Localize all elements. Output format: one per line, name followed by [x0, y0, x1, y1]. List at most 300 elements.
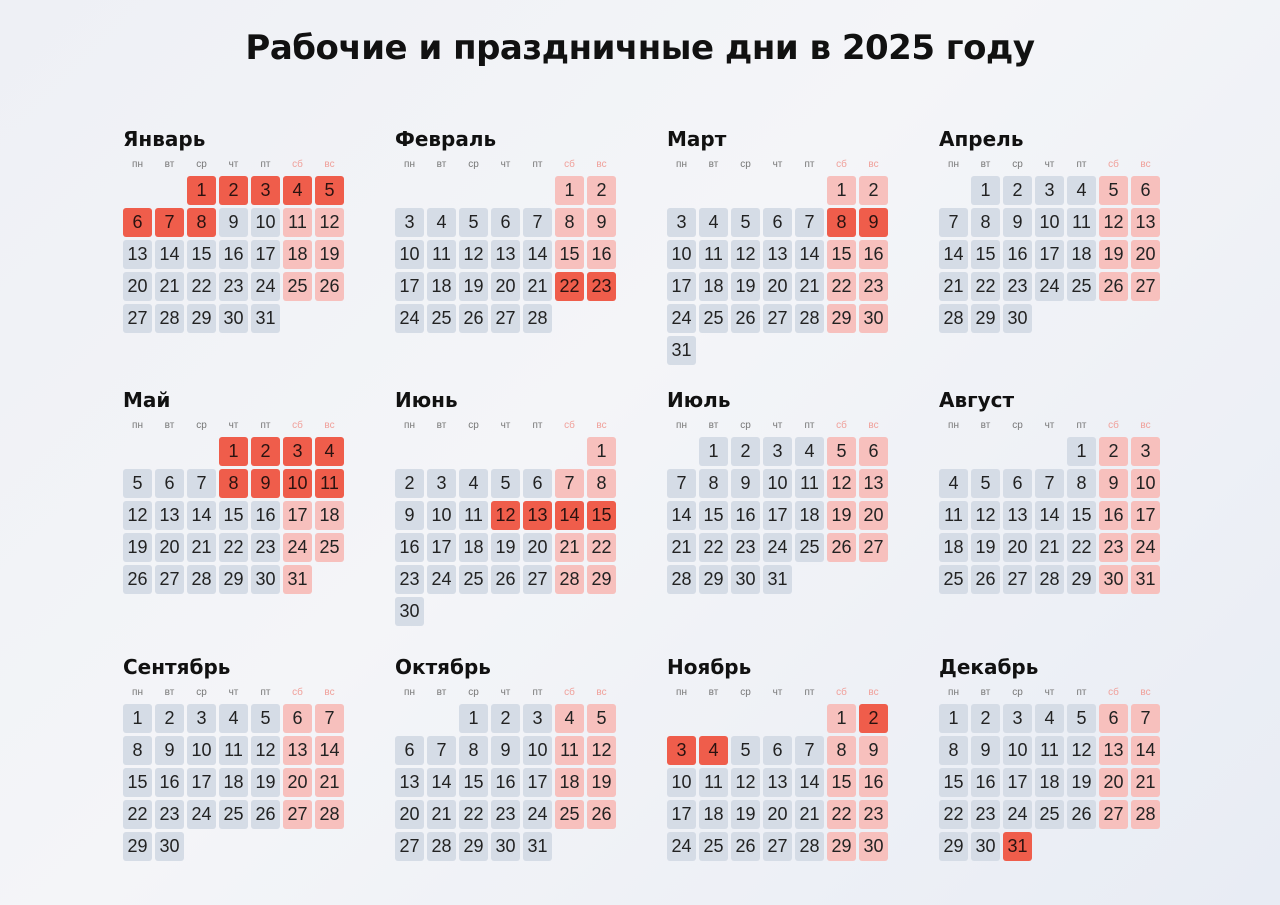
holiday-day: 10: [283, 469, 312, 498]
empty-cell: [731, 704, 760, 733]
work-day: 28: [187, 565, 216, 594]
weekday-label: вс: [1140, 159, 1151, 170]
weekend-day: 13: [283, 736, 312, 765]
weekday-label: ср: [468, 159, 479, 170]
weekend-day: 1: [587, 437, 616, 466]
work-day: 29: [699, 565, 728, 594]
work-day: 28: [795, 832, 824, 861]
empty-cell: [699, 704, 728, 733]
weekday-label: ср: [196, 159, 207, 170]
weekday-label: вс: [868, 420, 879, 431]
weekend-day: 23: [859, 272, 888, 301]
work-day: 29: [1067, 565, 1096, 594]
weekend-day: 27: [1131, 272, 1160, 301]
empty-cell: [667, 704, 696, 733]
weekday-label: пт: [1076, 687, 1087, 698]
empty-cell: [427, 437, 456, 466]
work-day: 3: [523, 704, 552, 733]
weekday-label: ср: [196, 420, 207, 431]
weekend-day: 11: [555, 736, 584, 765]
weekday-label: вт: [164, 159, 175, 170]
work-day: 20: [763, 800, 792, 829]
work-day: 21: [1035, 533, 1064, 562]
work-day: 18: [699, 272, 728, 301]
weekday-label: чт: [772, 159, 783, 170]
work-day: 25: [699, 832, 728, 861]
weekend-day: 31: [283, 565, 312, 594]
work-day: 23: [971, 800, 1000, 829]
work-day: 13: [491, 240, 520, 269]
days-grid: [394, 704, 624, 861]
weekend-day: 30: [1099, 565, 1128, 594]
work-day: 4: [795, 437, 824, 466]
holiday-day: 9: [859, 208, 888, 237]
work-day: 9: [155, 736, 184, 765]
work-day: 19: [123, 533, 152, 562]
work-day: 31: [667, 336, 696, 365]
month-block: [122, 654, 352, 861]
weekend-day: 13: [1099, 736, 1128, 765]
weekday-header: [394, 684, 624, 702]
weekend-day: 28: [1131, 800, 1160, 829]
weekend-day: 19: [587, 768, 616, 797]
weekend-day: 12: [587, 736, 616, 765]
days-grid: [122, 704, 352, 861]
weekend-day: 29: [827, 832, 856, 861]
work-day: 13: [155, 501, 184, 530]
work-day: 20: [523, 533, 552, 562]
weekday-label: вт: [980, 159, 991, 170]
weekend-day: 5: [827, 437, 856, 466]
weekend-day: 16: [587, 240, 616, 269]
work-day: 26: [123, 565, 152, 594]
weekend-day: 5: [587, 704, 616, 733]
month-block: [666, 654, 896, 861]
work-day: 24: [763, 533, 792, 562]
work-day: 1: [939, 704, 968, 733]
work-day: 14: [795, 240, 824, 269]
weekday-label: пт: [532, 420, 543, 431]
work-day: 12: [123, 501, 152, 530]
work-day: 29: [219, 565, 248, 594]
holiday-day: 11: [315, 469, 344, 498]
weekend-day: 18: [315, 501, 344, 530]
work-day: 15: [971, 240, 1000, 269]
month-name: Январь: [123, 127, 206, 151]
work-day: 25: [427, 304, 456, 333]
weekday-label: ср: [468, 420, 479, 431]
work-day: 1: [459, 704, 488, 733]
weekday-label: пн: [404, 159, 415, 170]
work-day: 22: [123, 800, 152, 829]
weekday-label: ср: [740, 420, 751, 431]
holiday-day: 23: [587, 272, 616, 301]
weekend-day: 2: [859, 176, 888, 205]
work-day: 12: [251, 736, 280, 765]
work-day: 14: [795, 768, 824, 797]
work-day: 25: [1035, 800, 1064, 829]
empty-cell: [667, 176, 696, 205]
weekday-label: пт: [804, 159, 815, 170]
weekday-label: пт: [1076, 420, 1087, 431]
work-day: 15: [187, 240, 216, 269]
work-day: 14: [187, 501, 216, 530]
weekday-label: вс: [324, 420, 335, 431]
weekday-label: пт: [804, 687, 815, 698]
work-day: 28: [1035, 565, 1064, 594]
work-day: 4: [1035, 704, 1064, 733]
work-day: 13: [763, 240, 792, 269]
month-name: Март: [667, 127, 727, 151]
weekend-day: 6: [859, 437, 888, 466]
work-day: 16: [1003, 240, 1032, 269]
weekend-day: 8: [827, 736, 856, 765]
empty-cell: [971, 437, 1000, 466]
weekday-label: ср: [468, 687, 479, 698]
work-day: 19: [971, 533, 1000, 562]
month-name: Ноябрь: [667, 655, 752, 679]
holiday-day: 1: [219, 437, 248, 466]
weekend-day: 23: [859, 800, 888, 829]
holiday-day: 4: [283, 176, 312, 205]
weekday-label: пт: [532, 159, 543, 170]
empty-cell: [1003, 437, 1032, 466]
work-day: 25: [219, 800, 248, 829]
weekday-header: [122, 156, 352, 174]
work-day: 4: [699, 208, 728, 237]
weekday-label: пт: [260, 420, 271, 431]
work-day: 19: [491, 533, 520, 562]
work-day: 18: [699, 800, 728, 829]
month-block: [122, 387, 352, 594]
work-day: 4: [427, 208, 456, 237]
weekday-label: вт: [436, 687, 447, 698]
holiday-day: 8: [187, 208, 216, 237]
days-grid: [122, 437, 352, 594]
weekend-day: 19: [827, 501, 856, 530]
work-day: 29: [939, 832, 968, 861]
work-day: 10: [1003, 736, 1032, 765]
weekday-header: [938, 156, 1168, 174]
work-day: 23: [155, 800, 184, 829]
work-day: 10: [667, 240, 696, 269]
work-day: 12: [459, 240, 488, 269]
work-day: 20: [491, 272, 520, 301]
weekday-label: сб: [836, 420, 847, 431]
month-name: Май: [123, 388, 171, 412]
work-day: 14: [427, 768, 456, 797]
empty-cell: [523, 176, 552, 205]
work-day: 7: [939, 208, 968, 237]
work-day: 30: [1003, 304, 1032, 333]
weekend-day: 13: [1131, 208, 1160, 237]
weekend-day: 23: [1099, 533, 1128, 562]
work-day: 15: [219, 501, 248, 530]
holiday-day: 6: [123, 208, 152, 237]
work-day: 17: [1003, 768, 1032, 797]
work-day: 23: [395, 565, 424, 594]
work-day: 11: [427, 240, 456, 269]
work-day: 9: [971, 736, 1000, 765]
weekday-label: вт: [164, 687, 175, 698]
work-day: 1: [699, 437, 728, 466]
weekday-label: вт: [708, 159, 719, 170]
weekday-label: вс: [324, 159, 335, 170]
work-day: 11: [939, 501, 968, 530]
weekday-label: сб: [292, 420, 303, 431]
weekend-day: 22: [827, 272, 856, 301]
weekend-day: 5: [1099, 176, 1128, 205]
days-grid: [122, 176, 352, 333]
work-day: 5: [731, 736, 760, 765]
weekend-day: 11: [283, 208, 312, 237]
weekday-label: пн: [948, 687, 959, 698]
weekday-label: вт: [980, 687, 991, 698]
work-day: 18: [795, 501, 824, 530]
work-day: 24: [187, 800, 216, 829]
weekday-header: [394, 156, 624, 174]
empty-cell: [187, 437, 216, 466]
weekday-label: пн: [948, 420, 959, 431]
month-name: Февраль: [395, 127, 497, 151]
weekend-day: 17: [1131, 501, 1160, 530]
work-day: 12: [731, 768, 760, 797]
work-day: 9: [219, 208, 248, 237]
weekday-label: пн: [948, 159, 959, 170]
work-day: 18: [1035, 768, 1064, 797]
weekend-day: 19: [1099, 240, 1128, 269]
holiday-day: 1: [187, 176, 216, 205]
work-day: 24: [251, 272, 280, 301]
work-day: 21: [795, 800, 824, 829]
weekend-day: 26: [587, 800, 616, 829]
weekday-label: пн: [404, 687, 415, 698]
weekday-label: вс: [324, 687, 335, 698]
weekend-day: 7: [555, 469, 584, 498]
work-day: 4: [939, 469, 968, 498]
empty-cell: [123, 437, 152, 466]
work-day: 24: [395, 304, 424, 333]
weekend-day: 13: [859, 469, 888, 498]
weekday-label: чт: [228, 420, 239, 431]
work-day: 3: [427, 469, 456, 498]
work-day: 10: [523, 736, 552, 765]
empty-cell: [763, 704, 792, 733]
weekday-label: пт: [532, 687, 543, 698]
weekday-label: вс: [596, 687, 607, 698]
work-day: 5: [491, 469, 520, 498]
weekday-label: пн: [132, 159, 143, 170]
work-day: 6: [155, 469, 184, 498]
month-name: Октябрь: [395, 655, 491, 679]
month-block: [938, 387, 1168, 594]
weekend-day: 7: [1131, 704, 1160, 733]
weekday-header: [122, 417, 352, 435]
weekday-label: сб: [292, 159, 303, 170]
work-day: 10: [251, 208, 280, 237]
work-day: 25: [795, 533, 824, 562]
work-day: 11: [699, 240, 728, 269]
work-day: 28: [939, 304, 968, 333]
holiday-day: 22: [555, 272, 584, 301]
work-day: 28: [795, 304, 824, 333]
work-day: 3: [1003, 704, 1032, 733]
work-day: 29: [459, 832, 488, 861]
weekend-day: 20: [859, 501, 888, 530]
work-day: 29: [123, 832, 152, 861]
weekend-day: 16: [859, 768, 888, 797]
weekday-label: чт: [1044, 159, 1055, 170]
work-day: 29: [971, 304, 1000, 333]
work-day: 13: [763, 768, 792, 797]
month-name: Июнь: [395, 388, 458, 412]
work-day: 1: [1067, 437, 1096, 466]
work-day: 27: [395, 832, 424, 861]
weekday-label: вт: [436, 420, 447, 431]
work-day: 17: [763, 501, 792, 530]
holiday-day: 4: [699, 736, 728, 765]
weekday-label: сб: [1108, 420, 1119, 431]
work-day: 5: [251, 704, 280, 733]
holiday-day: 31: [1003, 832, 1032, 861]
weekday-label: вт: [164, 420, 175, 431]
work-day: 27: [763, 832, 792, 861]
month-name: Август: [939, 388, 1015, 412]
empty-cell: [395, 704, 424, 733]
work-day: 21: [187, 533, 216, 562]
work-day: 23: [491, 800, 520, 829]
weekday-label: вт: [436, 159, 447, 170]
empty-cell: [459, 437, 488, 466]
weekend-day: 24: [283, 533, 312, 562]
month-name: Сентябрь: [123, 655, 231, 679]
work-day: 30: [155, 832, 184, 861]
weekday-label: сб: [564, 687, 575, 698]
weekend-day: 15: [555, 240, 584, 269]
weekend-day: 6: [1099, 704, 1128, 733]
work-day: 23: [219, 272, 248, 301]
weekend-day: 17: [283, 501, 312, 530]
weekend-day: 26: [1099, 272, 1128, 301]
work-day: 8: [939, 736, 968, 765]
weekday-header: [666, 684, 896, 702]
empty-cell: [459, 176, 488, 205]
work-day: 5: [971, 469, 1000, 498]
weekend-day: 8: [555, 208, 584, 237]
work-day: 22: [971, 272, 1000, 301]
empty-cell: [427, 176, 456, 205]
work-day: 27: [123, 304, 152, 333]
weekend-day: 10: [1131, 469, 1160, 498]
weekday-label: вс: [868, 687, 879, 698]
work-day: 30: [395, 597, 424, 626]
work-day: 19: [1067, 768, 1096, 797]
work-day: 26: [491, 565, 520, 594]
work-day: 20: [1003, 533, 1032, 562]
work-day: 18: [1067, 240, 1096, 269]
work-day: 18: [939, 533, 968, 562]
work-day: 15: [699, 501, 728, 530]
weekday-label: пн: [404, 420, 415, 431]
empty-cell: [939, 437, 968, 466]
weekend-day: 25: [555, 800, 584, 829]
work-day: 17: [667, 800, 696, 829]
holiday-day: 3: [283, 437, 312, 466]
work-day: 16: [155, 768, 184, 797]
work-day: 6: [763, 208, 792, 237]
weekday-label: ср: [1012, 687, 1023, 698]
weekday-label: сб: [836, 687, 847, 698]
empty-cell: [155, 437, 184, 466]
weekday-header: [666, 156, 896, 174]
weekend-day: 16: [859, 240, 888, 269]
work-day: 12: [1067, 736, 1096, 765]
work-day: 6: [523, 469, 552, 498]
weekend-day: 6: [1131, 176, 1160, 205]
weekday-label: пт: [1076, 159, 1087, 170]
work-day: 23: [731, 533, 760, 562]
weekend-day: 14: [1131, 736, 1160, 765]
work-day: 19: [251, 768, 280, 797]
work-day: 17: [1035, 240, 1064, 269]
weekend-day: 2: [1099, 437, 1128, 466]
weekend-day: 15: [827, 768, 856, 797]
empty-cell: [491, 437, 520, 466]
work-day: 11: [699, 768, 728, 797]
work-day: 8: [699, 469, 728, 498]
weekend-day: 1: [555, 176, 584, 205]
work-day: 28: [155, 304, 184, 333]
holiday-day: 13: [523, 501, 552, 530]
work-day: 5: [459, 208, 488, 237]
work-day: 21: [939, 272, 968, 301]
empty-cell: [155, 176, 184, 205]
work-day: 27: [763, 304, 792, 333]
weekend-day: 25: [283, 272, 312, 301]
work-day: 20: [763, 272, 792, 301]
work-day: 27: [523, 565, 552, 594]
work-day: 3: [187, 704, 216, 733]
work-day: 26: [731, 832, 760, 861]
work-day: 11: [1067, 208, 1096, 237]
weekend-day: 20: [1131, 240, 1160, 269]
weekend-day: 16: [1099, 501, 1128, 530]
weekend-day: 8: [587, 469, 616, 498]
work-day: 15: [459, 768, 488, 797]
work-day: 4: [1067, 176, 1096, 205]
work-day: 30: [251, 565, 280, 594]
work-day: 14: [523, 240, 552, 269]
month-block: [122, 126, 352, 333]
work-day: 28: [667, 565, 696, 594]
work-day: 15: [1067, 501, 1096, 530]
work-day: 31: [251, 304, 280, 333]
work-day: 8: [123, 736, 152, 765]
weekday-label: пн: [676, 420, 687, 431]
work-day: 7: [427, 736, 456, 765]
work-day: 8: [971, 208, 1000, 237]
weekend-day: 28: [315, 800, 344, 829]
work-day: 8: [459, 736, 488, 765]
work-day: 9: [491, 736, 520, 765]
work-day: 14: [1035, 501, 1064, 530]
work-day: 10: [1035, 208, 1064, 237]
month-block: [666, 126, 896, 365]
empty-cell: [939, 176, 968, 205]
month-block: [394, 126, 624, 333]
work-day: 27: [155, 565, 184, 594]
weekday-label: пн: [132, 687, 143, 698]
